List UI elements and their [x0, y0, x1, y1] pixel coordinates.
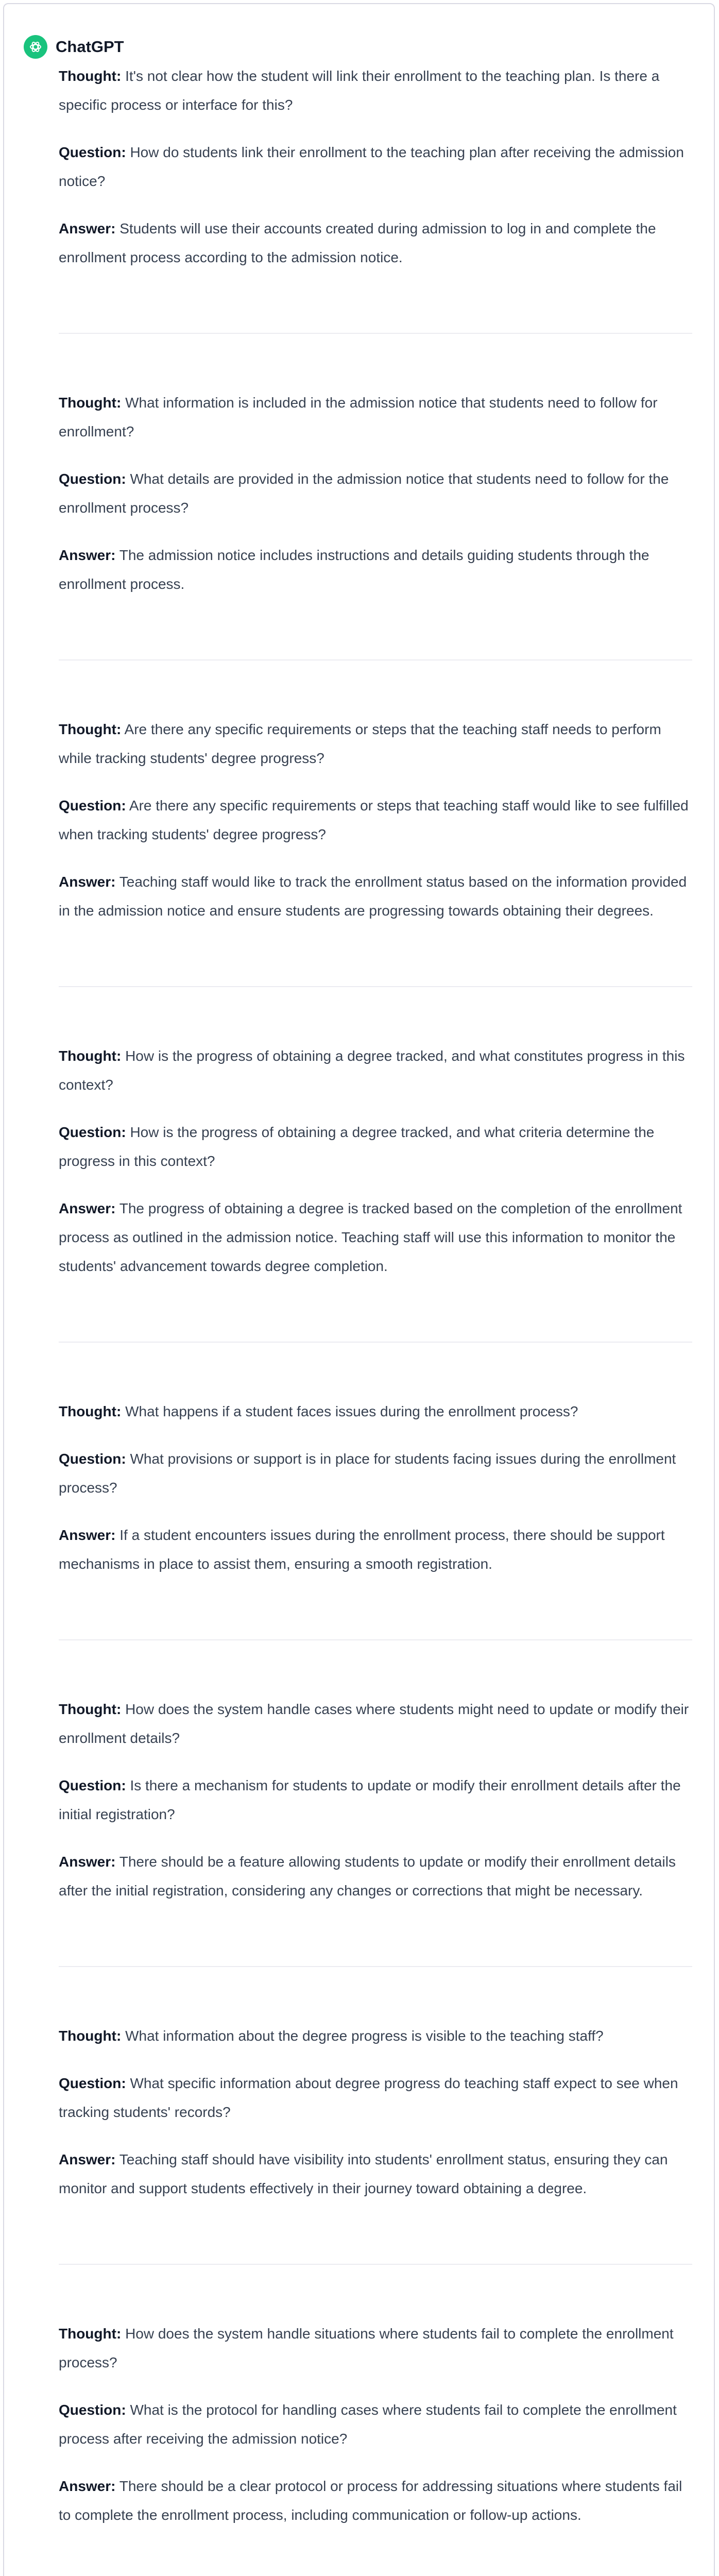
divider: [59, 659, 692, 660]
answer-text: Teaching staff would like to track the enrollment status based on the information provided in the admission notice and ensure students are progressing towards obtaining their degrees.: [59, 874, 687, 919]
divider: [59, 1639, 692, 1640]
thought-label: Thought:: [59, 1701, 122, 1717]
thought-text: How is the progress of obtaining a degree tracked, and what constitutes progress in this context?: [59, 1048, 685, 1093]
answer-text: The admission notice includes instructions and details guiding students through the enrollment process.: [59, 547, 649, 592]
message-body: [59, 62, 692, 2576]
thought-text: What happens if a student faces issues during the enrollment process?: [125, 1403, 578, 1419]
divider: [59, 986, 692, 987]
thought-paragraph: [59, 1397, 692, 1426]
question-label: Question:: [59, 144, 126, 160]
question-label: Question:: [59, 1124, 126, 1140]
answer-text: There should be a feature allowing students to update or modify their enrollment details after the initial registration, considering any changes or corrections that might be necessary.: [59, 1854, 676, 1899]
question-paragraph: [59, 1118, 692, 1176]
openai-logo-icon: [28, 39, 43, 55]
question-text: What specific information about degree progress do teaching staff expect to see when tracking students' records?: [59, 2075, 678, 2120]
question-text: How do students link their enrollment to the teaching plan after receiving the admission notice?: [59, 144, 684, 189]
question-paragraph: [59, 2069, 692, 2127]
thought-label: Thought:: [59, 1048, 122, 1064]
question-text: Is there a mechanism for students to update or modify their enrollment details after the initial registration?: [59, 1777, 681, 1822]
chat-window: [3, 3, 715, 2576]
qa-block: [59, 715, 692, 925]
answer-paragraph: [59, 868, 692, 925]
thought-label: Thought:: [59, 2326, 122, 2342]
question-label: Question:: [59, 2075, 126, 2091]
qa-block: [59, 1397, 692, 1579]
divider: [59, 1966, 692, 1967]
thought-label: Thought:: [59, 395, 122, 411]
qa-block: [59, 62, 692, 272]
thought-label: Thought:: [59, 68, 122, 84]
answer-text: If a student encounters issues during the enrollment process, there should be support mechanisms in place to assist them, ensuring a smooth registration.: [59, 1527, 665, 1572]
thought-text: How does the system handle cases where students might need to update or modify their enrollment details?: [59, 1701, 689, 1746]
answer-paragraph: [59, 2472, 692, 2530]
question-paragraph: [59, 1771, 692, 1829]
question-text: What is the protocol for handling cases where students fail to complete the enrollment process after receiving the admission notice?: [59, 2402, 677, 2447]
question-text: What provisions or support is in place for students facing issues during the enrollment process?: [59, 1451, 676, 1496]
thought-text: Are there any specific requirements or steps that the teaching staff needs to perform while tracking students' degree progress?: [59, 721, 661, 766]
thought-paragraph: [59, 1042, 692, 1099]
question-label: Question:: [59, 798, 126, 814]
question-text: Are there any specific requirements or steps that teaching staff would like to see fulfilled when tracking students' degree progress?: [59, 798, 689, 842]
thought-paragraph: [59, 2319, 692, 2377]
answer-text: Teaching staff should have visibility into students' enrollment status, ensuring they can monitor and support students effectively in their journey toward obtaining a degree.: [59, 2151, 668, 2196]
answer-label: Answer:: [59, 2151, 116, 2167]
answer-paragraph: [59, 1194, 692, 1281]
qa-block: [59, 2319, 692, 2530]
answer-paragraph: [59, 541, 692, 599]
question-paragraph: [59, 465, 692, 522]
answer-paragraph: [59, 2145, 692, 2203]
qa-block: [59, 388, 692, 599]
thought-text: What information is included in the admission notice that students need to follow for enrollment?: [59, 395, 658, 439]
answer-label: Answer:: [59, 221, 116, 236]
answer-text: The progress of obtaining a degree is tracked based on the completion of the enrollment process as outlined in the admission notice. Teaching staff will use this information to monitor the students' advancement towards degree completion.: [59, 1200, 682, 1274]
thought-label: Thought:: [59, 721, 122, 737]
answer-paragraph: [59, 1521, 692, 1579]
divider: [59, 333, 692, 334]
question-paragraph: [59, 1445, 692, 1502]
question-label: Question:: [59, 471, 126, 487]
thought-paragraph: [59, 1695, 692, 1753]
answer-label: Answer:: [59, 1527, 116, 1543]
author-name: ChatGPT: [56, 38, 124, 56]
question-label: Question:: [59, 2402, 126, 2418]
answer-paragraph: [59, 214, 692, 272]
thought-text: What information about the degree progress is visible to the teaching staff?: [125, 2028, 604, 2044]
question-paragraph: [59, 138, 692, 196]
thought-paragraph: [59, 388, 692, 446]
question-text: How is the progress of obtaining a degree tracked, and what criteria determine the progress in this context?: [59, 1124, 655, 1169]
divider: [59, 2264, 692, 2265]
question-label: Question:: [59, 1777, 126, 1793]
answer-label: Answer:: [59, 874, 116, 890]
thought-paragraph: [59, 715, 692, 773]
answer-label: Answer:: [59, 547, 116, 563]
thought-paragraph: [59, 2022, 692, 2050]
thought-text: It's not clear how the student will link their enrollment to the teaching plan. Is there a specific process or interface for this?: [59, 68, 660, 113]
question-text: What details are provided in the admission notice that students need to follow for the enrollment process?: [59, 471, 669, 516]
answer-text: Students will use their accounts created during admission to log in and complete the enrollment process according to the admission notice.: [59, 221, 656, 265]
message-header: [24, 35, 124, 59]
chatgpt-avatar: [24, 35, 47, 59]
thought-label: Thought:: [59, 2028, 122, 2044]
thought-paragraph: [59, 62, 692, 120]
thought-label: Thought:: [59, 1403, 122, 1419]
question-paragraph: [59, 2396, 692, 2453]
divider: [59, 1342, 692, 1343]
question-paragraph: [59, 791, 692, 849]
answer-label: Answer:: [59, 2478, 116, 2494]
qa-block: [59, 1042, 692, 1281]
qa-block-list: [59, 62, 692, 2576]
answer-text: There should be a clear protocol or process for addressing situations where students fail to complete the enrollment process, including communication or follow-up actions.: [59, 2478, 682, 2523]
question-label: Question:: [59, 1451, 126, 1467]
answer-label: Answer:: [59, 1854, 116, 1870]
answer-paragraph: [59, 1848, 692, 1905]
qa-block: [59, 1695, 692, 1905]
qa-block: [59, 2022, 692, 2203]
thought-text: How does the system handle situations where students fail to complete the enrollment process?: [59, 2326, 674, 2370]
answer-label: Answer:: [59, 1200, 116, 1216]
